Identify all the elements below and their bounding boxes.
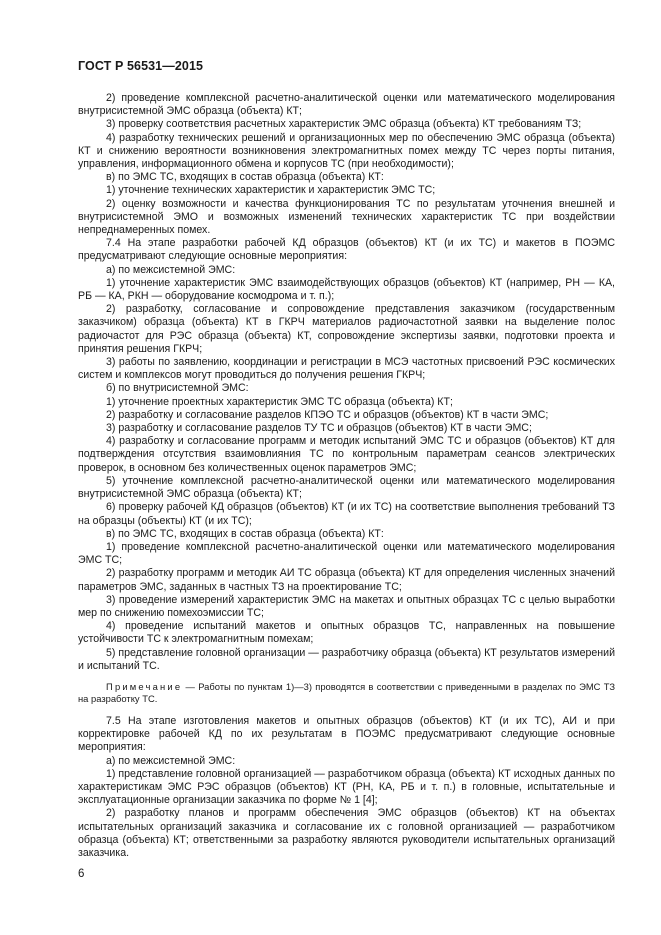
paragraph: 6) проверку рабочей КД образцов (объектов) КТ (и их ТС) на соответствие выполнения требований ТЗ на образцы (объекты) КТ (и их ТС); [78,501,615,527]
paragraph: 1) уточнение технических характеристик и характеристик ЭМС ТС; [106,184,436,197]
paragraph: 1) уточнение проектных характеристик ЭМС ТС образца (объекта) КТ; [106,395,453,408]
paragraph: 3) проведение измерений характеристик ЭМС на макетах и опытных образцах ТС с целью выработки мер по снижению помехоэмиссии ТС; [78,593,615,619]
paragraph: 3) разработку и согласование разделов ТУ ТС и образцов (объектов) КТ в части ЭМС; [106,422,532,435]
document-body [78,92,615,860]
paragraph: 2) разработку, согласование и сопровождение представления заказчиком (государственным заказчиком) образца (объекта) КТ в ГКРЧ материалов радиочастотной заявки на выделение полос радиочастот для РЭС образца (объекта) КТ, сопровождение экспертизы заявки, подготовки проекта и принятия решения ГКРЧ; [78,303,615,355]
paragraph: 3) проверку соответствия расчетных характеристик ЭМС образца (объекта) КТ требованиям ТЗ; [106,118,582,131]
note-label: Примечание [106,680,183,692]
paragraph: 2) разработку планов и программ обеспечения ЭМС образцов (объектов) КТ на объектах испытательных организаций заказчика и согласование их с головной организацией — разработчиком образца (объекта) КТ; ответственными за разработку являются руководители испытательных организаций заказчика. [78,807,615,859]
paragraph: 4) проведение испытаний макетов и опытных образцов ТС, направленных на повышение устойчивости ТС к электромагнитным помехам; [78,620,615,646]
note [78,681,615,705]
paragraph: 2) оценку возможности и качества функционирования ТС по результатам уточнения внешней и внутрисистемной ЭМО и возможных изменений технических характеристик ТС при воздействии непреднамеренных помех. [78,197,615,237]
paragraph: 4) разработку и согласование программ и методик испытаний ЭМС ТС и образцов (объектов) КТ для подтверждения отсутствия взаимовлияния ТС по контрольным параметрам сеансов электрических проверок, в основном без количественных оценок параметров ЭМС; [78,435,615,474]
paragraph: 2) разработку и согласование разделов КПЭО ТС и образцов (объектов) КТ в части ЭМС; [106,408,549,421]
paragraph: 2) разработку программ и методик АИ ТС образца (объекта) КТ для определения численных значений параметров ЭМС, заданных в частных ТЗ на проектирование ТС; [78,567,615,593]
paragraph: 4) разработку технических решений и организационных мер по обеспечению ЭМС образца (объекта) КТ и снижению вероятности возникновения электромагнитных помех между ТС через порты питания, управления, информационного обмена и корпусов ТС (при необходимости); [78,131,615,171]
paragraph: 3) работы по заявлению, координации и регистрации в МСЭ частотных присвоений РЭС космических систем и комплексов могут проводиться до получения решения ГКРЧ; [78,356,615,382]
paragraph: 1) проведение комплексной расчетно-аналитической оценки или математического моделирования ЭМС ТС; [78,540,615,567]
paragraph: 5) уточнение комплексной расчетно-аналитической оценки или математического моделирования внутрисистемной ЭМС образца (объекта) КТ; [78,474,615,501]
paragraph: а) по межсистемной ЭМС: [106,754,236,767]
paragraph: а) по межсистемной ЭМС: [106,263,236,276]
paragraph: 1) представление головной организацией — разработчиком образца (объекта) КТ исходных данных по характеристикам ЭМС РЭС образцов (объектов) КТ (РН, КА, РБ и т. п.) в головные, испытательные и эксплуатационные организации заказчика по форме № 1 [4]; [78,767,615,807]
section-paragraph: 7.4 На этапе разработки рабочей КД образцов (объектов) КТ (и их ТС) и макетов в ПОЭМС предусматривают следующие основные мероприятия: [78,237,615,263]
paragraph: в) по ЭМС ТС, входящих в состав образца (объекта) КТ: [106,171,384,184]
paragraph: 2) проведение комплексной расчетно-аналитической оценки или математического моделирования внутрисистемной ЭМС образца (объекта) КТ; [78,92,615,118]
note-text: — Работы по пунктам 1)—3) проводятся в соответствии с приведенными в разделах по ЭМС ТЗ на разработку ТС. [78,680,615,704]
paragraph: 1) уточнение характеристик ЭМС взаимодействующих образцов (объектов) КТ (например, РН — КА, РБ — КА, РКН — оборудование космодрома и т. п.); [78,276,615,303]
paragraph: 5) представление головной организации — разработчику образца (объекта) КТ результатов измерений и испытаний ТС. [78,646,615,672]
paragraph: б) по внутрисистемной ЭМС: [106,382,249,395]
section-paragraph: 7.5 На этапе изготовления макетов и опытных образцов (объектов) КТ (и их ТС), АИ и при корректировке рабочей КД по их результатам в ПОЭМС предусматривают следующие основные мероприятия: [78,714,615,754]
paragraph: в) по ЭМС ТС, входящих в состав образца (объекта) КТ: [106,527,384,540]
page-number: 6 [78,868,85,880]
document-header: ГОСТ Р 56531—2015 [78,59,204,73]
